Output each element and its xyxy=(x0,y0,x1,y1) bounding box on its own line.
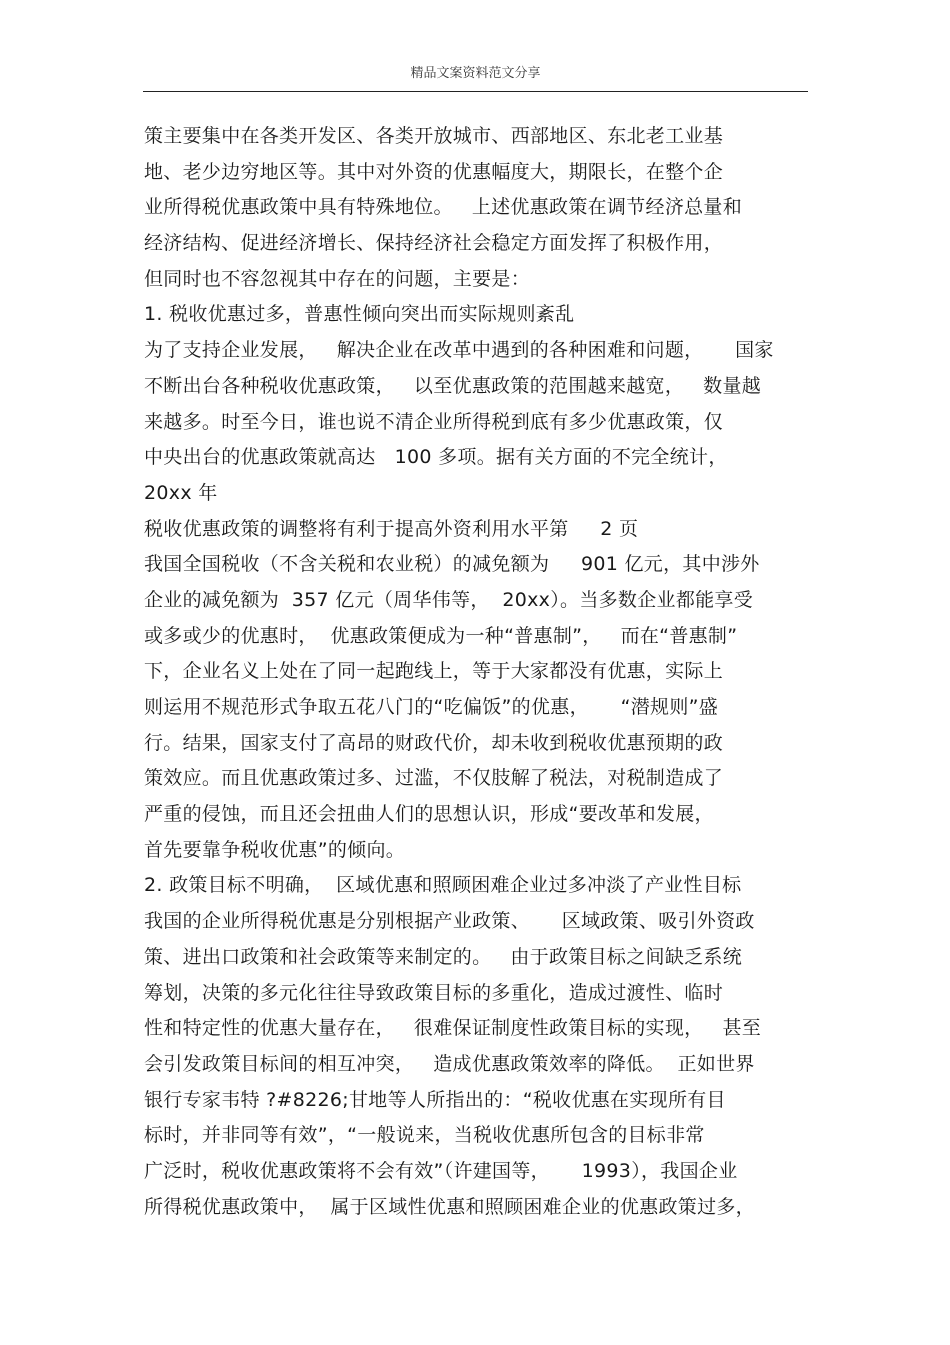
text-line: 下，企业名义上处在了同一起跑线上，等于大家都没有优惠，实际上 xyxy=(144,660,724,683)
text-line: 策、进出口政策和社会政策等来制定的。 由于政策目标之间缺乏系统 xyxy=(144,945,743,968)
text-line: 筹划，决策的多元化往往导致政策目标的多重化，造成过渡性、临时 xyxy=(144,981,724,1004)
text-line: 中央出台的优惠政策就高达 100 多项。据有关方面的不完全统计， xyxy=(144,446,728,469)
page-header-title: 精品文案资料范文分享 xyxy=(410,66,541,81)
text-line: 我国的企业所得税优惠是分别根据产业政策、 区域政策、吸引外资政 xyxy=(144,910,755,933)
text-line: 性和特定性的优惠大量存在， 很难保证制度性政策目标的实现， 甚至 xyxy=(144,1017,762,1040)
text-line: 20xx 年 xyxy=(144,481,218,504)
text-line: 严重的侵蚀，而且还会扭曲人们的思想认识，形成“要改革和发展， xyxy=(144,803,714,826)
text-line: 企业的减免额为 357 亿元（周华伟等， 20xx）。当多数企业都能享受 xyxy=(144,588,754,611)
text-line: 策效应。而且优惠政策过多、过滥，不仅肢解了税法，对税制造成了 xyxy=(144,767,724,790)
text-line: 业所得税优惠政策中具有特殊地位。 上述优惠政策在调节经济总量和 xyxy=(144,196,743,219)
text-line: 经济结构、促进经济增长、保持经济社会稳定方面发挥了积极作用， xyxy=(144,232,724,255)
text-line: 策主要集中在各类开发区、各类开放城市、西部地区、东北老工业基 xyxy=(144,125,724,147)
header-divider xyxy=(143,91,808,92)
text-line: 不断出台各种税收优惠政策， 以至优惠政策的范围越来越宽， 数量越 xyxy=(144,374,762,397)
document-body xyxy=(144,119,814,1225)
text-line: 会引发政策目标间的相互冲突， 造成优惠政策效率的降低。 正如世界 xyxy=(144,1052,755,1075)
text-line: 来越多。时至今日，谁也说不清企业所得税到底有多少优惠政策，仅 xyxy=(144,410,724,433)
text-line: 银行专家韦特 ?#8226;甘地等人所指出的：“税收优惠在实现所有目 xyxy=(144,1088,726,1111)
text-line: 所得税优惠政策中， 属于区域性优惠和照顾困难企业的优惠政策过多， xyxy=(144,1195,755,1218)
text-line: 首先要靠争税收优惠”的倾向。 xyxy=(144,838,406,861)
page-break-label: 税收优惠政策的调整将有利于提高外资利用水平第 2 页 xyxy=(144,517,639,540)
section-heading-2: 2. 政策目标不明确， 区域优惠和照顾困难企业过多冲淡了产业性目标 xyxy=(144,874,742,897)
section-heading-1: 1. 税收优惠过多，普惠性倾向突出而实际规则紊乱 xyxy=(144,303,575,326)
text-line: 行。结果，国家支付了高昂的财政代价，却未收到税收优惠预期的政 xyxy=(144,731,724,754)
text-line: 或多或少的优惠时， 优惠政策便成为一种“普惠制”， 而在“普惠制” xyxy=(144,624,738,647)
text-line: 但同时也不容忽视其中存在的问题，主要是： xyxy=(144,267,531,290)
text-line: 则运用不规范形式争取五花八门的“吃偏饭”的优惠， “潜规则”盛 xyxy=(144,696,719,718)
text-line: 广泛时，税收优惠政策将不会有效”（许建国等， 1993），我国企业 xyxy=(144,1159,738,1182)
text-line: 地、老少边穷地区等。其中对外资的优惠幅度大，期限长，在整个企 xyxy=(144,160,724,183)
text-line: 为了支持企业发展， 解决企业在改革中遇到的各种困难和问题， 国家 xyxy=(144,339,774,362)
text-line: 我国全国税收（不含关税和农业税）的减免额为 901 亿元，其中涉外 xyxy=(144,553,760,576)
text-line: 标时，并非同等有效”，“一般说来，当税收优惠所包含的目标非常 xyxy=(144,1124,705,1147)
